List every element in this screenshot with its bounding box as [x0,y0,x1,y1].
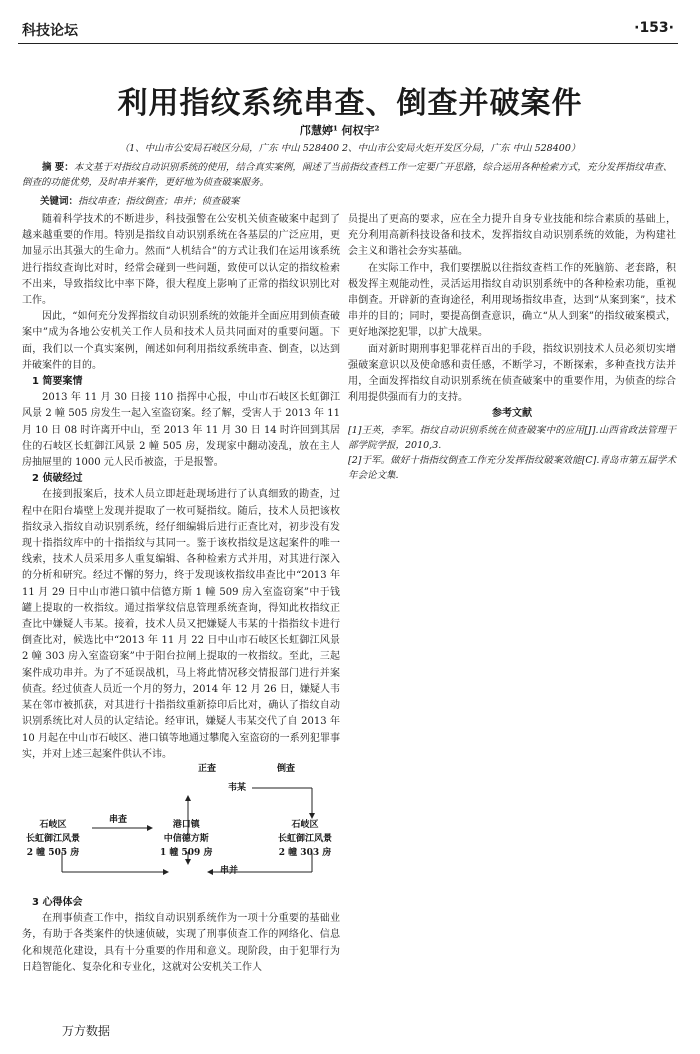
case-link-diagram [22,760,352,880]
label-suspect: 韦某 [228,783,247,793]
case-right-district: 石岐区 [291,820,319,830]
intro-paragraph: 随着科学技术的不断进步，科技强警在公安机关侦查破案中起到了越来越重要的作用。特别是指纹自动识别系统在各基层的广泛应用，更加显示出其强大的生命力。然而“人机结合”的方式让我们在运用该系统进行指纹查询比对时，经常会碰到一些问题，致使可以认定的指纹检索不出来，导致指纹比中率下降，很大程度上影响了正常的指纹识别比对工作。 [22,214,340,307]
case-mid-unit: 1 幢 509 房 [160,848,213,858]
abstract-text: 本文基于对指纹自动识别系统的使用，结合真实案例，阐述了当前指纹查档工作一定要广开思路，综合运用各种检索方式，充分发挥指纹串查、倒查的功能优势，及时串并案件，更好地为侦查破案服务。 [22,162,673,188]
abstract [22,160,678,190]
running-header [18,14,678,44]
keywords-text: 指纹串查；指纹倒查；串并；侦查破案 [78,196,240,207]
case-left-unit: 2 幢 505 房 [26,848,80,858]
continued-paragraph: 员提出了更高的要求，应在全力提升自身专业技能和综合素质的基础上，充分利用高新科技设备和技术，发挥指纹自动识别系统的效能，为构建社会主义和谐社会夯实基础。 [348,214,676,258]
abstract-label: 摘 要： [42,162,74,173]
label-backward-check: 倒查 [277,764,296,774]
case-mid-district: 港口镇 [172,820,200,830]
keywords [40,193,240,207]
case-summary: 2013 年 11 月 30 日接 110 指挥中心报，中山市石岐区长虹御江风景 2 幢 505 房发生一起入室盗窃案。经了解，受害人于 2013 年 11 月 10 日 08 时许离开中山，至 2013 年 11 月 30 日 14 时许回到其居住的石岐区长虹御江风景 2 幢 505 房，发现家中翻动凌乱，放在主人房抽屉里的 1000 元人民币被盗，于是报警。 [22,392,340,469]
case-left-district: 石岐区 [39,820,67,830]
page-number: ·153· [634,20,674,36]
label-merge: 串并 [220,866,239,876]
section-heading: 1 简要案情 [32,376,83,388]
investigation-text: 在接到报案后，技术人员立即赶赴现场进行了认真细致的勘查，过程中在阳台墙壁上发现并提取了一枚可疑指纹。随后，技术人员把该枚指纹录入指纹自动识别系统，经仔细编辑后进行正查比对，初步没有发现十指指纹库中的十指指纹与其同一。鉴于该枚指纹是这起案件的唯一线索，技术人员采用多人重复编辑、各种检索方式并用，对其进行深入的分析和研究。经过不懈的努力，终于发现该枚指纹串查比中“2013 年 11 月 29 日中山市港口镇中信德方斯 1 幢 509 房入室盗窃案”中于钱罐上提取的一枚指纹。通过指掌纹信息管理系统查询，得知此枚指纹正查比中嫌疑人韦某。接着，技术人员又把嫌疑人韦某的十指指纹卡进行倒查比对，候选比中“2013 年 11 月 22 日中山市石岐区长虹御江风景 2 幢 303 房入室盗窃案”中于阳台拉闸上提取的一枚指纹。至此，三起案件成功串并。为了不延误战机，马上将此情况移交情报部门进行并案侦查。经过侦查人员近一个月的努力，2014 年 12 月 26 日，嫌疑人韦某在邻市被抓获，对其进行十指指纹重新捺印后比对，确认了指纹自动识别系统比对人员的认定结论。经审讯，嫌疑人韦某交代了自 2013 年 10 月起在中山市石岐区、港口镇等地通过攀爬入室盗窃的一系列犯罪事实，并对上述三起案件供认不讳。 [22,489,340,760]
case-left [26,818,80,860]
case-right-unit: 2 幢 303 房 [278,848,332,858]
conclusion-paragraph: 面对新时期刑事犯罪花样百出的手段，指纹识别技术人员必须切实增强破案意识以及使命感和责任感，不断学习，不断探索，多种查找方法并用，全面发挥指纹自动识别系统在侦查破案中的重要作用，为侦查的综合利用提供强而有力的支持。 [348,343,676,404]
intro-paragraph: 因此，“如何充分发挥指纹自动识别系统的效能并全面应用到侦查破案中”成为各地公安机关工作人员和技术人员共同面对的重要问题。下面，我们以一个真实案例，阐述如何利用指纹系统串查、倒查，以达到并破案件的目的。 [22,311,340,371]
left-column [22,212,340,763]
references-heading: 参考文献 [492,408,532,420]
authors: 邝慧婷¹ 何权宇² [300,124,380,137]
watermark: 万方数据 [62,1024,111,1038]
case-mid [160,818,212,860]
keywords-label: 关键词： [40,196,79,207]
article-title: 利用指纹系统串查、倒查并破案件 [117,86,583,121]
affiliation: （1、中山市公安局石岐区分局，广东 中山 528400 2、中山市公安局火炬开发区分局，广东 中山 528400） [119,143,581,154]
label-forward-check: 正查 [198,764,217,774]
section-3 [22,895,340,976]
case-right [278,818,332,860]
practice-paragraph: 在实际工作中，我们要摆脱以往指纹查档工作的死脑筋、老套路，积极发挥主观能动性，灵活运用指纹自动识别系统中的各种检索功能，重视串倒查。开辟新的查询途径，利用现场指纹串查，达到“从案到案”，技术串并的目的；同时，要提高倒查意识，确立“从人到案”的指纹破案模式，更好地深挖犯罪，以扩大战果。 [348,262,676,339]
right-column [348,212,676,483]
journal-name: 科技论坛 [22,23,78,39]
reference-item: [2]于军。做好十指指纹倒查工作充分发挥指纹破案效能[C].青岛市第五届学术年会论文集. [348,454,676,481]
case-mid-estate: 中信德方斯 [163,834,209,844]
reference-item: [1]王英，李军。指纹自动识别系统在侦查破案中的应用[J].山西省政法管理干部学院学报，2010,3. [348,424,676,451]
reflection-text: 在刑事侦查工作中，指纹自动识别系统作为一项十分重要的基础业务，有助于各类案件的快速侦破，实现了刑事侦查工作的网络化、信息化和规范化建设，具有十分重要的作用和意义。现阶段，由于犯罪行为日趋智能化、复杂化和专业化，这就对公安机关工作人 [22,913,340,973]
case-right-estate: 长虹御江风景 [278,834,333,844]
section-heading: 3 心得体会 [32,897,83,908]
section-heading: 2 侦破经过 [32,473,83,485]
case-left-estate: 长虹御江风景 [26,834,81,844]
label-serial-check: 串查 [109,815,128,825]
